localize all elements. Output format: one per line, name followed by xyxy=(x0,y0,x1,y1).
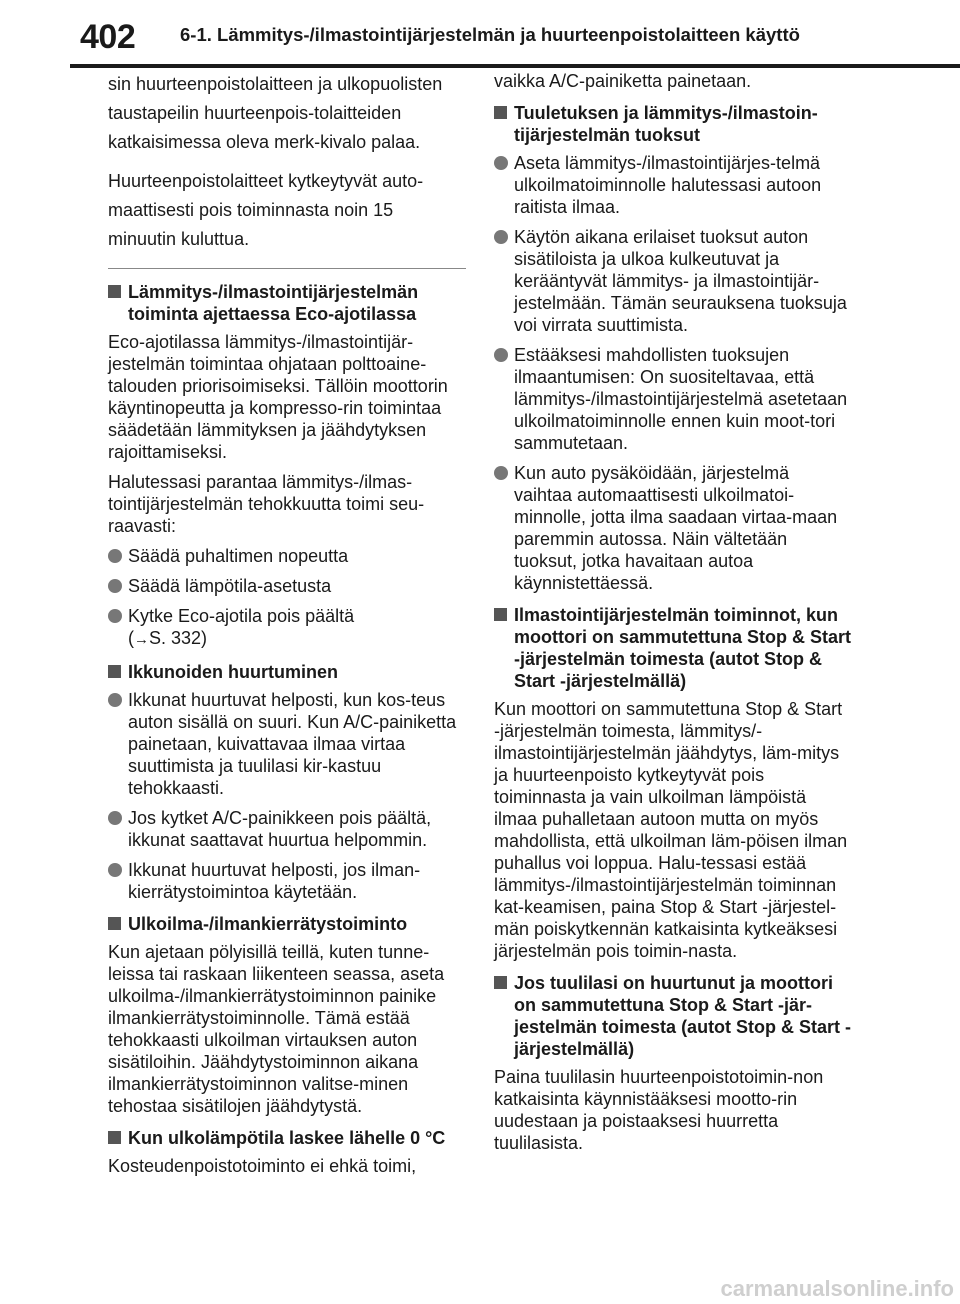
list-item: Kytke Eco-ajotila pois päältä (→S. 332) xyxy=(108,605,466,651)
section-heading: Ikkunoiden huurtuminen xyxy=(108,661,466,683)
page-header xyxy=(0,0,960,72)
list-item: Kun auto pysäköidään, järjestelmä vaihtaa automaattisesti ulkoilmatoi-minnolle, jotta ilma saadaan virtaa-maan paremmin autossa. Näin vältetään tuoksut, jotka havaitaan autoa käynnistettäessä. xyxy=(494,462,852,594)
list-item: Estääksesi mahdollisten tuoksujen ilmaantumisen: On suositeltavaa, että lämmitys-/ilmastointijärjestelmä asetetaan ulkoilmatoiminnolle ennen kuin moot-tori sammutetaan. xyxy=(494,344,852,454)
square-bullet-icon xyxy=(494,106,507,119)
watermark: carmanualsonline.info xyxy=(720,1276,954,1301)
left-column xyxy=(108,70,466,1185)
page-reference-link[interactable]: S. 332) xyxy=(149,628,208,648)
section-heading: Kun ulkolämpötila laskee lähelle 0 °C xyxy=(108,1127,466,1149)
bullet-dot-icon xyxy=(494,230,508,244)
paragraph: Huurteenpoistolaitteet kytkeytyvät auto-maattisesti pois toiminnasta noin 15 minuutin kuluttua. xyxy=(108,171,424,249)
paragraph: Kosteudenpoistotoiminto ei ehkä toimi, xyxy=(108,1156,417,1176)
chapter-title: 6-1. Lämmitys-/ilmastointijärjestelmän ja huurteenpoistolaitteen käyttö xyxy=(180,24,800,45)
paragraph: vaikka A/C-painiketta painetaan. xyxy=(494,71,752,91)
bullet-dot-icon xyxy=(108,811,122,825)
bullet-dot-icon xyxy=(494,466,508,480)
arrow-right-icon: → xyxy=(134,631,149,648)
section-heading: Ulkoilma-/ilmankierrätystoiminto xyxy=(108,913,466,935)
list-item: Ikkunat huurtuvat helposti, jos ilman-kierrätystoimintoa käytetään. xyxy=(108,859,466,903)
list-item: Käytön aikana erilaiset tuoksut auton sisätiloista ja ulkoa kulkeutuvat ja kerääntyvät lämmitys- ja ilmastointijär-jestelmään. Tämän seurauksena tuoksuja voi virrata suuttimista. xyxy=(494,226,852,336)
list-item: Aseta lämmitys-/ilmastointijärjes-telmä ulkoilmatoiminnolle halutessasi autoon raitista ilmaa. xyxy=(494,152,852,218)
paragraph: sin huurteenpoistolaitteen ja ulkopuolisten taustapeilin huurteenpois-tolaitteiden katkaisimessa oleva merk-kivalo palaa. xyxy=(108,74,443,152)
paragraph: Kun ajetaan pölyisillä teillä, kuten tunne-leissa tai raskaan liikenteen seassa, aseta ulkoilma-/ilmankierrätystoiminnon painike ilmankierrätystoiminnolle. Tämä estää tehokkaasti ulkoilman virtauksen auton sisätiloihin. Jäähdytystoiminnon aikana ilmankierrätystoiminnon valitse-minen tehostaa sisätilojen jäähdytystä. xyxy=(108,942,445,1116)
bullet-dot-icon xyxy=(108,549,122,563)
paragraph: Eco-ajotilassa lämmitys-/ilmastointijär-jestelmän toimintaa ohjataan polttoaine-talouden priorisoimiseksi. Tällöin moottorin käyntinopeutta ja kompresso-rin toimintaa säädetään lämmityksen ja jäähdytyksen rajoittamiseksi. xyxy=(108,332,448,462)
bullet-dot-icon xyxy=(108,609,122,623)
section-heading: Tuuletuksen ja lämmitys-/ilmastoin-tijärjestelmän tuoksut xyxy=(494,102,852,146)
square-bullet-icon xyxy=(108,665,121,678)
paragraph: Halutessasi parantaa lämmitys-/ilmas-tointijärjestelmän tehokkuutta toimi seu-raavasti: xyxy=(108,472,425,536)
list-item: Säädä lämpötila-asetusta xyxy=(108,575,466,597)
bullet-dot-icon xyxy=(494,156,508,170)
square-bullet-icon xyxy=(108,917,121,930)
square-bullet-icon xyxy=(108,1131,121,1144)
header-divider xyxy=(70,64,960,68)
section-heading: Ilmastointijärjestelmän toiminnot, kun moottori on sammutettuna Stop & Start -järjestelmän toimesta (autot Stop & Start -järjestelmällä) xyxy=(494,604,852,692)
section-divider xyxy=(108,268,466,269)
square-bullet-icon xyxy=(494,976,507,989)
list-item: Jos kytket A/C-painikkeen pois päältä, ikkunat saattavat huurtua helpommin. xyxy=(108,807,466,851)
paragraph: Paina tuulilasin huurteenpoistotoimin-non katkaisinta käynnistääksesi mootto-rin uudestaan ja poistaaksesi huurretta tuulilasista. xyxy=(494,1067,824,1153)
paragraph: Kun moottori on sammutettuna Stop & Start -järjestelmän toimesta, lämmitys/-ilmastointijärjestelmän jäähdytys, läm-mitys ja huurteenpoisto kytkeytyvät pois toiminnasta ja vain ulkoilman lämpöistä ilmaa puhalletaan autoon mutta on myös mahdollista, että ulkoilman läm-pöisen ilman puhallus voi loppua. Halu-tessasi estää lämmitys-/ilmastointijärjestelmän toiminnan kat-keamisen, paina Stop & Start -järjestel-män poiskytkennän katkaisinta kytkeäksesi järjestelmän pois toimin-nasta. xyxy=(494,699,848,961)
bullet-dot-icon xyxy=(108,693,122,707)
right-column xyxy=(494,70,852,1162)
section-heading: Lämmitys-/ilmastointijärjestelmän toiminta ajettaessa Eco-ajotilassa xyxy=(108,281,466,325)
bullet-dot-icon xyxy=(108,579,122,593)
bullet-dot-icon xyxy=(108,863,122,877)
list-item: Ikkunat huurtuvat helposti, kun kos-teus auton sisällä on suuri. Kun A/C-painiketta painetaan, kuivattavaa ilmaa virtaa suuttimista ja tuulilasi kir-kastuu tehokkaasti. xyxy=(108,689,466,799)
bullet-dot-icon xyxy=(494,348,508,362)
square-bullet-icon xyxy=(108,285,121,298)
section-heading: Jos tuulilasi on huurtunut ja moottori on sammutettuna Stop & Start -jär-jestelmän toimesta (autot Stop & Start -järjestelmällä) xyxy=(494,972,852,1060)
square-bullet-icon xyxy=(494,608,507,621)
intro-section xyxy=(108,70,466,254)
list-item: Säädä puhaltimen nopeutta xyxy=(108,545,466,567)
page-number: 402 xyxy=(80,18,136,56)
